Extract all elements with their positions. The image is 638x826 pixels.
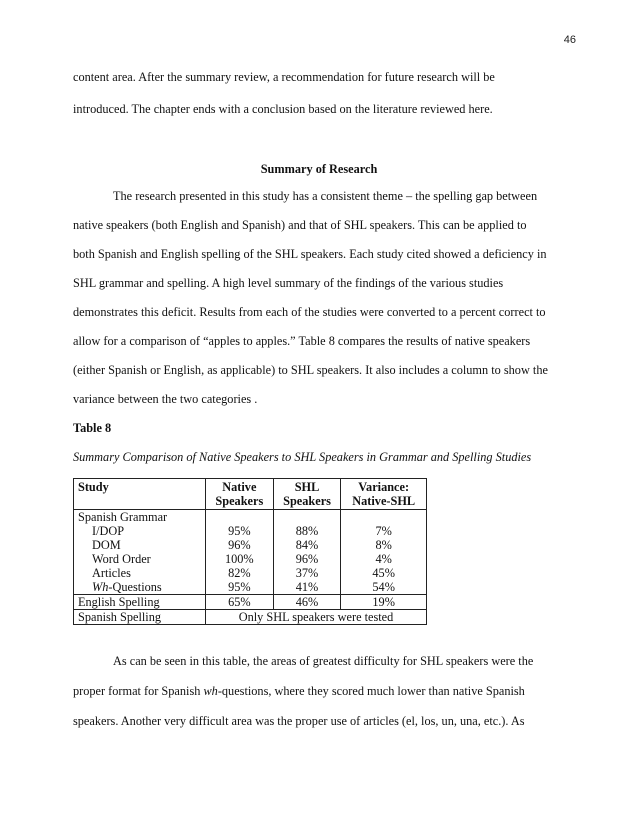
paragraph-line: variance between the two categories . bbox=[73, 392, 258, 406]
row-label bbox=[74, 580, 206, 595]
header-shl-line1: SHL bbox=[294, 480, 320, 494]
header-shl bbox=[273, 479, 341, 510]
paragraph-line: The research presented in this study has a consistent theme – the spelling gap between bbox=[113, 189, 538, 203]
table-group-row bbox=[74, 510, 427, 525]
paragraph-line: introduced. The chapter ends with a conclusion based on the literature reviewed here. bbox=[73, 102, 493, 116]
paragraph-line: SHL grammar and spelling. A high level summary of the findings of the various studies bbox=[73, 276, 504, 290]
table-row bbox=[74, 580, 427, 595]
table-label: Table 8 bbox=[73, 421, 112, 435]
row-label: Articles bbox=[74, 566, 206, 580]
variance-value: 7% bbox=[341, 524, 427, 538]
native-value: 82% bbox=[206, 566, 274, 580]
native-value: 65% bbox=[206, 595, 274, 610]
comparison-table bbox=[73, 478, 427, 625]
header-native-line1: Native bbox=[222, 480, 257, 494]
table-row bbox=[74, 552, 427, 566]
merged-note: Only SHL speakers were tested bbox=[206, 610, 427, 625]
paragraph-line: native speakers (both English and Spanish) and that of SHL speakers. This can be applied to bbox=[73, 218, 527, 232]
header-study: Study bbox=[74, 479, 206, 510]
header-variance-line2: Native-SHL bbox=[352, 494, 416, 508]
paragraph-line: allow for a comparison of “apples to apples.” Table 8 compares the results of native speakers bbox=[73, 334, 531, 348]
paragraph-text: proper format for Spanish bbox=[73, 684, 204, 698]
table-row bbox=[74, 595, 427, 610]
native-value: 96% bbox=[206, 538, 274, 552]
paragraph-line: both Spanish and English spelling of the SHL speakers. Each study cited showed a deficiency in bbox=[73, 247, 547, 261]
row-label-italic: Wh bbox=[92, 580, 109, 594]
paragraph-line: (either Spanish or English, as applicable) to SHL speakers. It also includes a column to show the bbox=[73, 363, 548, 377]
table-row bbox=[74, 538, 427, 552]
native-value: 95% bbox=[206, 524, 274, 538]
table-row bbox=[74, 566, 427, 580]
shl-value: 46% bbox=[273, 595, 341, 610]
page-number: 46 bbox=[563, 34, 576, 46]
header-variance bbox=[341, 479, 427, 510]
shl-value: 84% bbox=[273, 538, 341, 552]
table-header-row bbox=[74, 479, 427, 510]
paragraph-line: speakers. Another very difficult area was the proper use of articles (el, los, un, una, etc.). As bbox=[73, 714, 525, 728]
paragraph-line bbox=[73, 684, 525, 699]
variance-value: 54% bbox=[341, 580, 427, 595]
variance-value: 8% bbox=[341, 538, 427, 552]
table-row bbox=[74, 610, 427, 625]
paragraph-line: demonstrates this deficit. Results from each of the studies were converted to a percent correct to bbox=[73, 305, 546, 319]
table-row bbox=[74, 524, 427, 538]
variance-value: 19% bbox=[341, 595, 427, 610]
row-label: I/DOP bbox=[74, 524, 206, 538]
variance-value: 45% bbox=[341, 566, 427, 580]
paragraph-line: As can be seen in this table, the areas of greatest difficulty for SHL speakers were the bbox=[113, 654, 534, 668]
header-native bbox=[206, 479, 274, 510]
row-label-rest: -Questions bbox=[108, 580, 162, 594]
native-value: 100% bbox=[206, 552, 274, 566]
paragraph-line: content area. After the summary review, a recommendation for future research will be bbox=[73, 70, 495, 84]
group-label: Spanish Grammar bbox=[74, 510, 206, 525]
paragraph-text: -questions, where they scored much lower than native Spanish bbox=[217, 684, 525, 698]
header-native-line2: Speakers bbox=[215, 494, 264, 508]
header-shl-line2: Speakers bbox=[283, 494, 331, 508]
shl-value: 41% bbox=[273, 580, 341, 595]
section-heading: Summary of Research bbox=[260, 162, 378, 176]
shl-value: 88% bbox=[273, 524, 341, 538]
header-variance-line1: Variance: bbox=[358, 480, 410, 494]
shl-value: 96% bbox=[273, 552, 341, 566]
table-caption: Summary Comparison of Native Speakers to SHL Speakers in Grammar and Spelling Studies bbox=[73, 450, 532, 464]
row-label: English Spelling bbox=[74, 595, 206, 610]
row-label: Word Order bbox=[74, 552, 206, 566]
native-value: 95% bbox=[206, 580, 274, 595]
shl-value: 37% bbox=[273, 566, 341, 580]
row-label: Spanish Spelling bbox=[74, 610, 206, 625]
paragraph-italic: wh bbox=[203, 684, 218, 698]
row-label: DOM bbox=[74, 538, 206, 552]
variance-value: 4% bbox=[341, 552, 427, 566]
